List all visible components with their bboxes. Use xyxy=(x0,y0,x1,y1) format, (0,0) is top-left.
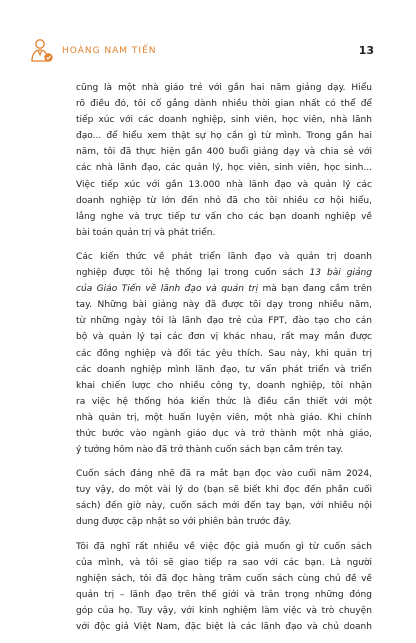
text-line: Việc tiếp xúc với gần 13.000 nhà lãnh đạo và quản lý các xyxy=(76,179,372,190)
text-line: năm, tôi đã thực hiện gần 400 buổi giảng dạy và chia sẻ với xyxy=(76,147,372,158)
page-number: 13 xyxy=(358,44,374,57)
page-body xyxy=(76,80,372,643)
text-line: nhà quản trị, một huấn luyện viên, một nhà giáo. Khi chính xyxy=(76,412,372,423)
text-line: quản trị – lãnh đạo trên thế giới và trân trọng những đóng xyxy=(76,589,372,600)
text-line: tuy vậy, do một vài lý do (bạn sẽ biết khi đọc đến phần cuối xyxy=(76,485,372,496)
text-line: nghiện sách, tôi đã đọc hàng trăm cuốn sách cùng chủ đề về xyxy=(76,573,372,584)
text-line: của mình, và tôi sẽ giao tiếp ra sao với các bạn. Là người xyxy=(76,557,372,568)
page-header xyxy=(30,38,374,66)
text-fragment: nghiệp được tôi hệ thống lại trong cuốn sách xyxy=(76,268,310,279)
text-line: ý tưởng hôm nào đã trở thành cuốn sách bạn cầm trên tay. xyxy=(76,445,344,456)
text-line: các doanh nghiệp mình lãnh đạo, tư vấn phát triển và triển xyxy=(76,364,372,375)
paragraph-2 xyxy=(76,249,372,458)
text-line: Các kiến thức về phát triển lãnh đạo và quản trị doanh xyxy=(76,251,372,262)
text-line: với độc giả Việt Nam, đặc biệt là các lãnh đạo và chủ doanh xyxy=(76,622,372,632)
author-name: HOÀNG NAM TIẾN xyxy=(62,46,157,56)
text-line: dung được cập nhật so với phiên bản trước đây. xyxy=(76,517,292,528)
author-person-icon xyxy=(30,38,54,64)
text-line: bài toán quản trị và phát triển. xyxy=(76,227,216,238)
book-title-part: 13 bài giảng xyxy=(309,268,373,279)
text-line: các đồng nghiệp và đối tác yêu thích. Sau này, khi quản trị xyxy=(76,348,372,359)
text-line: góp của họ. Tuy vậy, với kinh nghiệm làm việc và trò chuyện xyxy=(76,605,372,616)
text-line: tay. Những bài giảng này đã được tôi dạy trong nhiều năm, xyxy=(76,300,372,311)
text-line: cũng là một nhà giáo trẻ với gần hai năm giảng dạy. Hiểu xyxy=(76,83,372,93)
text-fragment: mà bạn đang cầm trên xyxy=(258,284,373,295)
text-line: từ những ngày tôi là lãnh đạo trẻ của FPT, đào tạo cho cán xyxy=(76,316,372,327)
text-line: rõ điều đó, tôi cố gắng dành nhiều thời gian nhất có thể để xyxy=(76,99,372,110)
text-line-with-title xyxy=(76,281,372,297)
text-line: bộ và quản lý tại các đơn vị khác nhau, rất may mắn được xyxy=(76,332,372,343)
text-line: doanh nghiệp từ lớn đến nhỏ đã cho tôi nhiều cơ hội hiểu, xyxy=(76,195,372,206)
paragraph-3 xyxy=(76,466,372,530)
text-line: sách) đến giờ này, cuốn sách mới đến tay bạn, với nhiều nội xyxy=(76,501,372,512)
text-line: các nhà lãnh đạo, các quản lý, học viên, sinh viên, học sinh... xyxy=(76,163,372,174)
text-line: đạo... để hiểu xem thật sự họ cần gì từ mình. Trong gần hai xyxy=(76,131,372,142)
paragraph-4 xyxy=(76,539,372,636)
text-line: tiếp xúc với các doanh nghiệp, sinh viên, học viên, nhà lãnh xyxy=(76,115,372,126)
text-line-with-title xyxy=(76,265,372,281)
text-line: lắng nghe và trực tiếp tư vấn cho các bạn doanh nghiệp về xyxy=(76,211,372,222)
text-line: Tôi đã nghĩ rất nhiều về việc độc giả muốn gì từ cuốn sách xyxy=(76,541,372,552)
text-line: Cuốn sách đáng nhẽ đã ra mắt bạn đọc vào cuối năm 2024, xyxy=(76,469,372,480)
book-title-part: của Giáo Tiến về lãnh đạo và quản trị xyxy=(76,284,259,295)
text-line: khai chiến lược cho nhiều công ty, doanh nghiệp, tôi nhận xyxy=(76,380,372,391)
text-line: thức bước vào ngành giáo dục và trở thành một nhà giáo, xyxy=(76,428,372,439)
paragraph-1 xyxy=(76,80,372,241)
text-line: ra việc hệ thống hóa kiến thức là điều cần thiết với một xyxy=(76,396,372,407)
